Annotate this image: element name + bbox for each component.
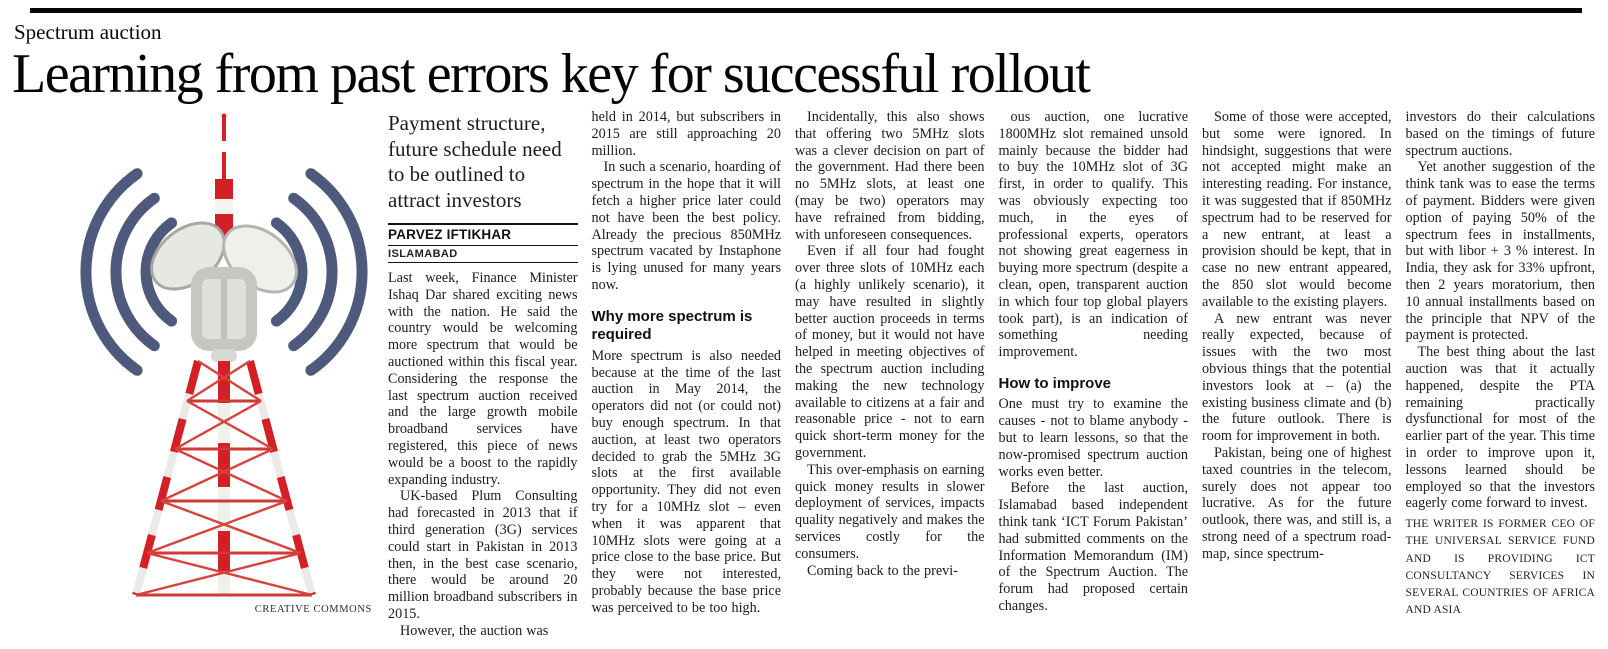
paragraph: One must try to examine the causes - not to blame anybody - but to learn lessons, so that the now-promised spectrum auction works even better.: [998, 396, 1188, 480]
byline-author: PARVEZ IFTIKHAR: [388, 223, 578, 246]
paragraph: This over-emphasis on earning quick money results in slower deployment of services, impacts quality negatively and makes the services costly for the consumers.: [795, 461, 985, 562]
byline-block: [388, 223, 578, 263]
paragraph: A new entrant was never really expected, because of issues with the two most obvious things that the potential investors look at – (a) the existing business climate and (b) the future outlook. There is room for improvement in both.: [1202, 310, 1392, 445]
antenna-mast: [215, 114, 233, 238]
tower-lattice: [136, 361, 312, 595]
paragraph: Some of those were accepted, but some were ignored. In hindsight, suggestions that were not accepted might make an interesting reading. For instance, it was suggested that if 850MHz spectrum had to be reserved for a new entrant, at least a provision should be kept, that in case no new entrant appeared, the 850 slot would become available to the existing players.: [1202, 109, 1392, 310]
headline: Learning from past errors key for successful rollout: [12, 43, 1090, 105]
byline-location: ISLAMABAD: [388, 246, 578, 263]
paragraph: UK-based Plum Consulting had forecasted in 2013 that if third generation (3G) services could start in Pakistan in 2013 then, in the best case scenario, there would be around 20 million broadband subscribers in 2015.: [388, 488, 578, 622]
section-subhead: Why more spectrum is required: [591, 307, 753, 344]
paragraph: investors do their calculations based on the timings of future spectrum auctions.: [1405, 109, 1595, 159]
section-subhead: How to improve: [998, 374, 1112, 392]
article-body: [16, 109, 1595, 649]
paragraph: Yet another suggestion of the think tank was to ease the terms of payment. Bidders were given option of paying 50% of the spectrum fees in installments, but with libor + 3 % interest. In India, they ask for 33% upfront, then 2 years moratorium, then 10 annual installments based on the principle that NPV of the payment is protected.: [1405, 159, 1595, 344]
column-6: [1406, 109, 1596, 649]
paragraph: Last week, Finance Minister Ishaq Dar shared exciting news with the nation. He said the country would be welcoming more spectrum that would be auctioned within this fiscal year. Considering the response the last spectrum auction received and the large growth mobile broadband services have registered, this piece of news would be a boost to the rapidly expanding industry.: [388, 270, 578, 488]
equipment-housing: [191, 267, 257, 362]
column-1: [388, 109, 578, 649]
column-5: [1202, 109, 1392, 649]
paragraph: However, the auction was: [400, 622, 549, 639]
column-4: [999, 109, 1189, 649]
telecom-tower-illustration: [16, 109, 372, 601]
paragraph: Pakistan, being one of highest taxed countries in the telecom, surely does not appear too lucrative. As for the future outlook, there was, and still is, a strong need of a spectrum road-map, since spectrum-: [1202, 444, 1392, 562]
kicker: Spectrum auction: [14, 20, 162, 44]
article-image: [16, 109, 374, 649]
paragraph: The best thing about the last auction was that it actually happened, despite the PTA remaining practically dysfunctional for most of the earlier part of the year. This time in order to improve upon it, lessons learned should be employed so that the investors eagerly come forward to invest.: [1405, 344, 1595, 512]
standfirst: Payment structure, future schedule need to be outlined to attract investors: [388, 111, 562, 212]
paragraph: Even if all four had fought over three slots of 10MHz each (a highly unlikely scenario), it may have resulted in slightly better auction proceeds in terms of money, but it would not have helped in meeting objectives of the spectrum auction including making the new technology available to citizens at a fair and reasonable price - not to earn quick short-term money for the government.: [795, 243, 985, 461]
paragraph: ous auction, one lucrative 1800MHz slot remained unsold mainly because the bidder had to buy the 10MHz slot of 3G first, in order to qualify. This was obviously expecting too much, in the eyes of professional experts, operators not showing great eagerness in buying more spectrum (despite a clean, open, transparent auction in which four top global players took part), is an indication of something needing improvement.: [998, 109, 1188, 361]
paragraph: In such a scenario, hoarding of spectrum in the hope that it will fetch a higher price later could not have been the best policy. Already the precious 850MHz spectrum vacated by Instaphone is lying unused for many years now.: [591, 159, 781, 293]
column-3: [795, 109, 985, 649]
image-credit: CREATIVE COMMONS: [254, 604, 372, 615]
column-2: [592, 109, 782, 649]
top-rule: [30, 8, 1582, 13]
paragraph: Before the last auction, Islamabad based independent think tank ‘ICT Forum Pakistan’ had submitted comments on the Information Memorandum (IM) of the Spectrum Auction. The forum had proposed certain changes.: [998, 480, 1188, 615]
paragraph: Incidentally, this also shows that offering two 5MHz slots was a clever decision on part of the government. Had there been no 5MHz slots, at least one (may be two) operators may have refrained from bidding, with unforeseen consequences.: [795, 109, 985, 243]
writer-credit: THE WRITER IS FORMER CEO OF THE UNIVERSAL SERVICE FUND AND IS PROVIDING ICT CONSULTANCY SERVICES IN SEVERAL COUNTRIES OF AFRICA AND ASIA: [1405, 518, 1595, 617]
paragraph: held in 2014, but subscribers in 2015 are still approaching 20 million.: [591, 109, 781, 159]
paragraph: More spectrum is also needed because at the time of the last auction in May 2014, the operators did not (or could not) buy enough spectrum. In that auction, at least two operators decided to grab the 5MHz 3G slots at the first available opportunity. They did not even try for a 10MHz slot – even when it was apparent that 10MHz slots were going at a price close to the base price. But they were not interested, probably because the base price was perceived to be too high.: [591, 347, 781, 616]
paragraph: Coming back to the previ-: [807, 562, 958, 579]
